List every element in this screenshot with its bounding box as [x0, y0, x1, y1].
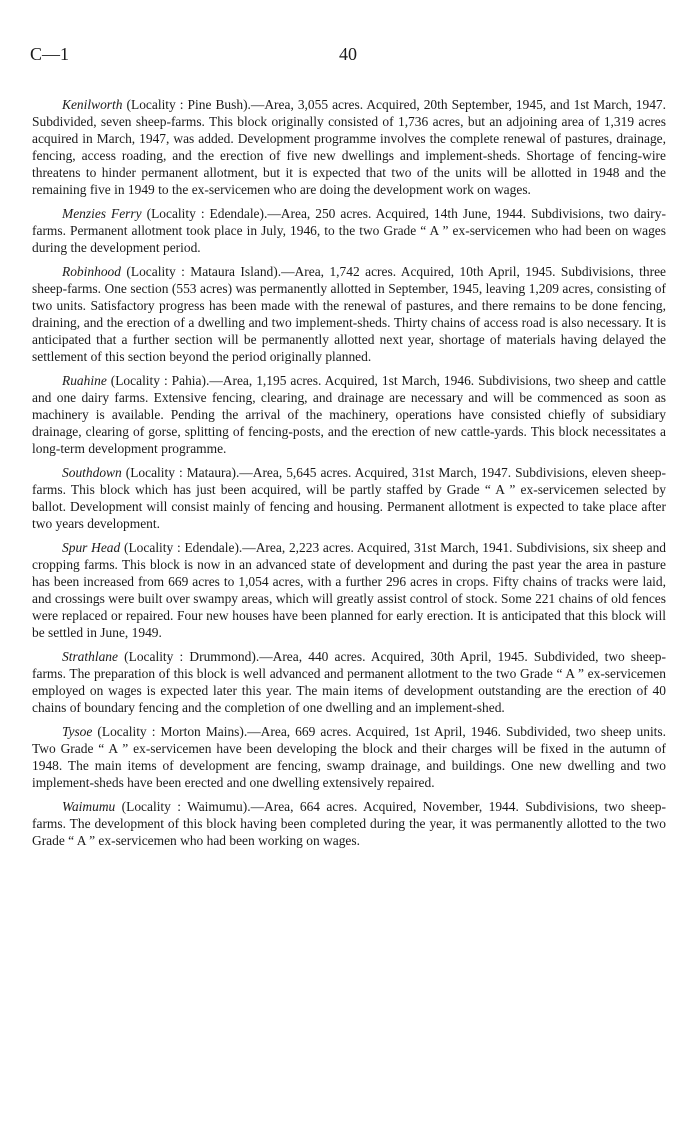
body-text — [32, 96, 666, 856]
entry-name: Tysoe — [62, 724, 93, 739]
entry-name: Spur Head — [62, 540, 121, 555]
entry-text: (Locality : Morton Mains).—Area, 669 acres. Acquired, 1st April, 1946. Subdivided, two sheep units. Two Grade “ A ” ex-servicemen have been developing the block and their charges will be fixed in the autumn of 1948. The main items of development are fencing, swamp drainage, and buildings. One new dwelling and two implement-sheds have been erected and one dwelling extensively repaired. — [32, 724, 666, 790]
entry-text: (Locality : Drummond).—Area, 440 acres. Acquired, 30th April, 1945. Subdivided, two sheep-farms. The preparation of this block is well advanced and permanent allotment to the two Grade “ A ” ex-servicemen employed on wages is expected later this year. The main items of development outstanding are the erection of 40 chains of boundary fencing and the completion of one dwelling and an implement-shed. — [32, 649, 666, 715]
entry-text: (Locality : Edendale).—Area, 250 acres. Acquired, 14th June, 1944. Subdivisions, two dairy-farms. Permanent allotment took place in July, 1946, to the two Grade “ A ” ex-servicemen who had been on wages during the development period. — [32, 206, 666, 255]
entry-menzies-ferry — [32, 205, 666, 256]
page-header — [30, 44, 666, 70]
entry-name: Strathlane — [62, 649, 118, 664]
entry-southdown — [32, 464, 666, 532]
entry-spur-head — [32, 539, 666, 641]
entry-text: (Locality : Waimumu).—Area, 664 acres. Acquired, November, 1944. Subdivisions, two sheep-farms. The development of this block having been completed during the year, it was permanently allotted to the two Grade “ A ” ex-servicemen who had been working on wages. — [32, 799, 666, 848]
entry-ruahine — [32, 372, 666, 457]
entry-text: (Locality : Mataura Island).—Area, 1,742 acres. Acquired, 10th April, 1945. Subdivisions, three sheep-farms. One section (553 acres) was permanently allotted in September, 1945, leaving 1,209 acres, consisting of two units. Satisfactory progress has been made with the renewal of pastures, and there remains to be done fencing, draining, and the erection of a dwelling and two implement-sheds. Thirty chains of access road is also necessary. It is anticipated that a further section will be permanently allotted next year, shortage of materials having delayed the settlement of this section beyond the period originally planned. — [32, 264, 666, 364]
entry-kenilworth — [32, 96, 666, 198]
entry-name: Southdown — [62, 465, 122, 480]
entry-name: Menzies Ferry — [62, 206, 142, 221]
entry-name: Robinhood — [62, 264, 121, 279]
entry-text: (Locality : Edendale).—Area, 2,223 acres. Acquired, 31st March, 1941. Subdivisions, six sheep and cropping farms. This block is now in an advanced state of development and during the past year the area in pasture has been increased from 669 acres to 1,054 acres, with a further 296 acres in crops. Fifty chains of tracks were laid, and crossings were built over swampy areas, which will greatly assist control of stock. Some 221 chains of old fences were replaced or repaired. Four new houses have been planned for early erection. It is anticipated that this block will be settled in June, 1949. — [32, 540, 667, 640]
entry-strathlane — [32, 648, 666, 716]
page-number: 40 — [339, 44, 357, 64]
entry-text: (Locality : Pine Bush).—Area, 3,055 acres. Acquired, 20th September, 1945, and 1st March, 1947. Subdivided, seven sheep-farms. This block originally consisted of 1,736 acres, but an adjoining area of 1,319 acres acquired in March, 1947, was added. Development programme involves the complete renewal of pastures, drainage, fencing, access roading, and the erection of five new dwellings and implement-sheds. Shortage of fencing-wire threatens to hinder permanent allotment, but it is expected that two of the units will be allotted in 1948 and the remaining five in 1949 to the ex-servicemen who are doing the development work on wages. — [32, 97, 666, 197]
entry-waimumu — [32, 798, 666, 849]
document-reference: C—1 — [30, 44, 70, 64]
entry-tysoe — [32, 723, 666, 791]
entry-name: Waimumu — [62, 799, 116, 814]
entry-text: (Locality : Mataura).—Area, 5,645 acres. Acquired, 31st March, 1947. Subdivisions, eleven sheep-farms. This block which has just been acquired, will be partly staffed by Grade “ A ” ex-servicemen selected by ballot. Development will consist mainly of fencing and housing. Permanent allotment is expected to take place after two years development. — [32, 465, 666, 531]
entry-robinhood — [32, 263, 666, 365]
entry-name: Ruahine — [62, 373, 107, 388]
entry-name: Kenilworth — [62, 97, 123, 112]
entry-text: (Locality : Pahia).—Area, 1,195 acres. Acquired, 1st March, 1946. Subdivisions, two sheep and cattle and one dairy farms. Extensive fencing, clearing, and drainage are necessary and will be commenced as soon as machinery is available. Pending the arrival of the machinery, operations have consisted chiefly of subsidiary drainage, clearing of gorse, splitting of fencing-posts, and the erection of new cattle-yards. This block necessitates a long-term development programme. — [32, 373, 666, 456]
